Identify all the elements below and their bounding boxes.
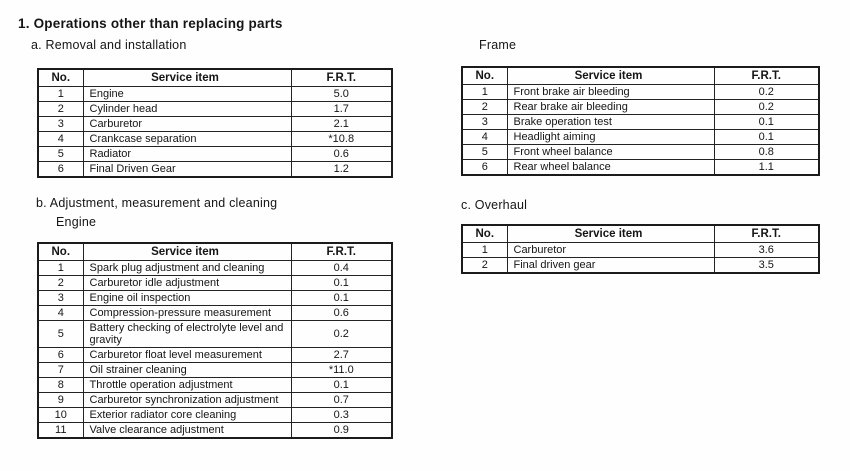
cell-item: Spark plug adjustment and cleaning: [83, 260, 291, 275]
column-header-item: Service item: [507, 67, 714, 84]
column-header-frt: F.R.T.: [714, 67, 819, 84]
cell-no: 1: [38, 260, 83, 275]
cell-frt: 0.8: [714, 144, 819, 159]
cell-item: Compression-pressure measurement: [83, 305, 291, 320]
cell-no: 1: [462, 84, 507, 99]
table-row: [38, 161, 392, 177]
table-row: [38, 131, 392, 146]
cell-frt: 5.0: [291, 86, 392, 101]
table-removal: [37, 68, 393, 178]
table-row: [38, 362, 392, 377]
table-row: [38, 101, 392, 116]
cell-frt: 0.6: [291, 146, 392, 161]
cell-no: 2: [462, 257, 507, 273]
cell-no: 1: [38, 86, 83, 101]
cell-frt: 1.7: [291, 101, 392, 116]
table-overhaul-header: [462, 225, 819, 242]
cell-item: Final Driven Gear: [83, 161, 291, 177]
table-row: [462, 99, 819, 114]
cell-no: 4: [38, 305, 83, 320]
cell-item: Front brake air bleeding: [507, 84, 714, 99]
column-header-item: Service item: [83, 243, 291, 260]
column-header-no: No.: [38, 243, 83, 260]
table-row: [462, 257, 819, 273]
column-header-no: No.: [38, 69, 83, 86]
cell-frt: 0.6: [291, 305, 392, 320]
table-row: [38, 305, 392, 320]
cell-item: Final driven gear: [507, 257, 714, 273]
cell-item: Valve clearance adjustment: [83, 422, 291, 438]
table-row: [38, 407, 392, 422]
table-row: [38, 320, 392, 347]
cell-item: Brake operation test: [507, 114, 714, 129]
cell-frt: *10.8: [291, 131, 392, 146]
table-row: [38, 116, 392, 131]
cell-no: 11: [38, 422, 83, 438]
cell-frt: 0.1: [291, 377, 392, 392]
cell-no: 4: [462, 129, 507, 144]
cell-no: 8: [38, 377, 83, 392]
column-header-frt: F.R.T.: [291, 69, 392, 86]
cell-no: 7: [38, 362, 83, 377]
table-row: [462, 144, 819, 159]
header-row: [38, 243, 392, 260]
cell-item: Carburetor: [83, 116, 291, 131]
column-header-frt: F.R.T.: [291, 243, 392, 260]
table-row: [462, 114, 819, 129]
cell-no: 2: [38, 275, 83, 290]
cell-no: 3: [38, 116, 83, 131]
cell-item: Carburetor synchronization adjustment: [83, 392, 291, 407]
cell-no: 2: [462, 99, 507, 114]
cell-item: Battery checking of electrolyte level and gravity: [83, 320, 291, 347]
cell-frt: 0.2: [714, 99, 819, 114]
page-title: 1. Operations other than replacing parts: [18, 16, 283, 31]
cell-frt: 2.7: [291, 347, 392, 362]
cell-frt: 0.1: [291, 275, 392, 290]
cell-item: Oil strainer cleaning: [83, 362, 291, 377]
header-row: [462, 225, 819, 242]
cell-frt: 0.1: [291, 290, 392, 305]
cell-frt: 0.4: [291, 260, 392, 275]
cell-no: 3: [462, 114, 507, 129]
section-heading-frame: Frame: [479, 38, 517, 52]
cell-frt: 0.9: [291, 422, 392, 438]
table-row: [38, 422, 392, 438]
section-subheading-engine: Engine: [56, 215, 97, 229]
table-row: [38, 347, 392, 362]
table-row: [38, 392, 392, 407]
cell-frt: 0.7: [291, 392, 392, 407]
cell-frt: 0.2: [291, 320, 392, 347]
table-row: [38, 275, 392, 290]
cell-no: 1: [462, 242, 507, 257]
table-frame-body: [462, 84, 819, 175]
cell-no: 5: [38, 146, 83, 161]
table-removal-header: [38, 69, 392, 86]
cell-no: 6: [38, 347, 83, 362]
table-row: [38, 86, 392, 101]
cell-no: 6: [462, 159, 507, 175]
column-header-no: No.: [462, 67, 507, 84]
table-row: [38, 260, 392, 275]
table-row: [462, 129, 819, 144]
cell-item: Crankcase separation: [83, 131, 291, 146]
cell-no: 2: [38, 101, 83, 116]
header-row: [462, 67, 819, 84]
cell-frt: 0.1: [714, 129, 819, 144]
cell-item: Engine: [83, 86, 291, 101]
column-header-no: No.: [462, 225, 507, 242]
cell-frt: 0.3: [291, 407, 392, 422]
cell-frt: 1.1: [714, 159, 819, 175]
cell-frt: 1.2: [291, 161, 392, 177]
column-header-item: Service item: [83, 69, 291, 86]
cell-frt: 0.1: [714, 114, 819, 129]
cell-frt: 3.6: [714, 242, 819, 257]
cell-no: 10: [38, 407, 83, 422]
cell-item: Headlight aiming: [507, 129, 714, 144]
table-row: [38, 377, 392, 392]
cell-item: Engine oil inspection: [83, 290, 291, 305]
table-overhaul: [461, 224, 820, 274]
section-heading-adjustment: b. Adjustment, measurement and cleaning: [36, 196, 278, 210]
table-adjustment-header: [38, 243, 392, 260]
cell-no: 5: [462, 144, 507, 159]
cell-frt: *11.0: [291, 362, 392, 377]
cell-item: Cylinder head: [83, 101, 291, 116]
cell-no: 6: [38, 161, 83, 177]
cell-item: Throttle operation adjustment: [83, 377, 291, 392]
cell-item: Carburetor idle adjustment: [83, 275, 291, 290]
table-adjustment-body: [38, 260, 392, 438]
cell-item: Rear brake air bleeding: [507, 99, 714, 114]
cell-item: Rear wheel balance: [507, 159, 714, 175]
cell-frt: 3.5: [714, 257, 819, 273]
column-header-item: Service item: [507, 225, 714, 242]
table-row: [462, 84, 819, 99]
table-row: [462, 159, 819, 175]
table-overhaul-body: [462, 242, 819, 273]
cell-item: Radiator: [83, 146, 291, 161]
cell-frt: 2.1: [291, 116, 392, 131]
cell-no: 9: [38, 392, 83, 407]
table-row: [38, 290, 392, 305]
cell-no: 5: [38, 320, 83, 347]
cell-no: 3: [38, 290, 83, 305]
cell-item: Front wheel balance: [507, 144, 714, 159]
cell-item: Carburetor float level measurement: [83, 347, 291, 362]
cell-no: 4: [38, 131, 83, 146]
table-row: [38, 146, 392, 161]
section-heading-removal: a. Removal and installation: [31, 38, 187, 52]
table-frame: [461, 66, 820, 176]
table-removal-body: [38, 86, 392, 177]
cell-item: Exterior radiator core cleaning: [83, 407, 291, 422]
cell-item: Carburetor: [507, 242, 714, 257]
table-row: [462, 242, 819, 257]
header-row: [38, 69, 392, 86]
cell-frt: 0.2: [714, 84, 819, 99]
table-adjustment: [37, 242, 393, 439]
column-header-frt: F.R.T.: [714, 225, 819, 242]
section-heading-overhaul: c. Overhaul: [461, 198, 528, 212]
table-frame-header: [462, 67, 819, 84]
